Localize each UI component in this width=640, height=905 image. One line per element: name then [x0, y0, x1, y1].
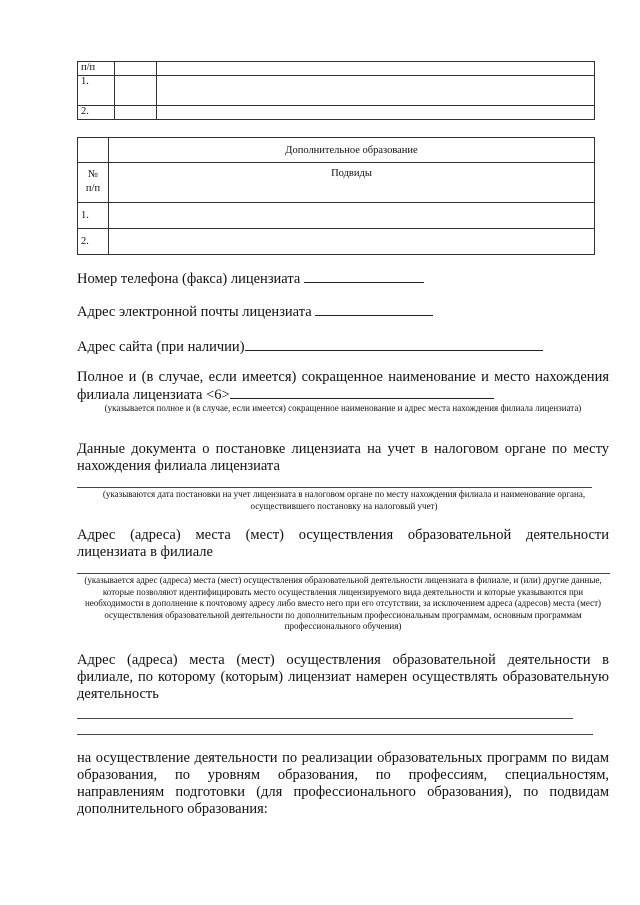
table-cell	[109, 203, 595, 229]
row-number: 2.	[78, 229, 109, 255]
num-header: № п/п	[78, 163, 109, 203]
table-cell: 2.	[78, 106, 115, 120]
activity-address-input-line[interactable]	[77, 573, 610, 574]
website-field	[77, 338, 609, 356]
table-cell	[157, 106, 595, 120]
branch-name-note: (указывается полное и (в случае, если имеется) сокращенное наименование и адрес места нахождения филиала лицензиата)	[104, 403, 582, 413]
row-number: 1.	[78, 203, 109, 229]
website-input-line[interactable]	[245, 338, 543, 351]
table-cell	[115, 76, 157, 106]
table-cell	[115, 62, 157, 76]
table-row	[78, 76, 595, 106]
table-cell: п/п	[78, 62, 115, 76]
table-row	[78, 62, 595, 76]
table-row	[78, 106, 595, 120]
table-cell	[115, 106, 157, 120]
phone-input-line[interactable]	[304, 270, 424, 283]
additional-education-table	[77, 137, 595, 255]
table-cell	[78, 138, 109, 163]
subtypes-header: Подвиды	[109, 163, 595, 203]
table-cell	[157, 62, 595, 76]
section-title: Дополнительное образование	[109, 138, 595, 163]
branch-name-field	[77, 369, 609, 404]
email-field	[77, 303, 609, 321]
table-row	[78, 163, 595, 203]
table-cell	[157, 76, 595, 106]
table-row	[78, 229, 595, 255]
tax-doc-note: (указываются дата постановки на учет лицензиата в налоговом органе по месту нахождения филиала и наименование органа, осуществившего постановку на налоговый учет)	[102, 489, 586, 511]
activity-address-note: (указывается адрес (адреса) места (мест) осуществления образовательной деятельности лицензиата в филиале, и (или) другие данные, которые позволяют идентифицировать место осуществления лицензируемого вида деятельности и которые указываются при необходимости в дополнение к почтовому адресу либо вместо него при его отсутствии, за исключением адреса (адресов) места (мест) осуществления образовательной деятельности по дополнительным профессиональным программам, основным программам профессионального обучения)	[84, 575, 602, 631]
intended-address-input-line-1[interactable]	[77, 718, 573, 719]
closing-paragraph: на осуществление деятельности по реализации образовательных программ по видам образования, по уровням образования, по профессиям, специальностям, направлениям подготовки (для профессионального образования), по подвидам дополнительного образования:	[77, 750, 609, 817]
phone-label: Номер телефона (факса) лицензиата	[77, 271, 301, 287]
table-row	[78, 138, 595, 163]
table-cell	[109, 229, 595, 255]
branch-name-input-line[interactable]	[230, 386, 494, 399]
activity-address-label: Адрес (адреса) места (мест) осуществления образовательной деятельности лицензиата в филиале	[77, 527, 609, 560]
website-label: Адрес сайта (при наличии)	[77, 339, 245, 355]
intended-address-input-line-2[interactable]	[77, 734, 593, 735]
tax-doc-input-line[interactable]	[77, 487, 592, 488]
education-table-continued	[77, 61, 595, 120]
table-row	[78, 203, 595, 229]
phone-field	[77, 270, 609, 288]
branch-name-label: Полное и (в случае, если имеется) сокращенное наименование и место нахождения филиала лицензиата <6>	[77, 369, 609, 403]
email-input-line[interactable]	[315, 303, 433, 316]
tax-doc-label: Данные документа о постановке лицензиата на учет в налоговом органе по месту нахождения филиала лицензиата	[77, 441, 609, 474]
email-label: Адрес электронной почты лицензиата	[77, 304, 312, 320]
intended-address-label: Адрес (адреса) места (мест) осуществления образовательной деятельности в филиале, по которому (которым) лицензиат намерен осуществлять образовательную деятельность	[77, 652, 609, 702]
table-cell: 1.	[78, 76, 115, 106]
